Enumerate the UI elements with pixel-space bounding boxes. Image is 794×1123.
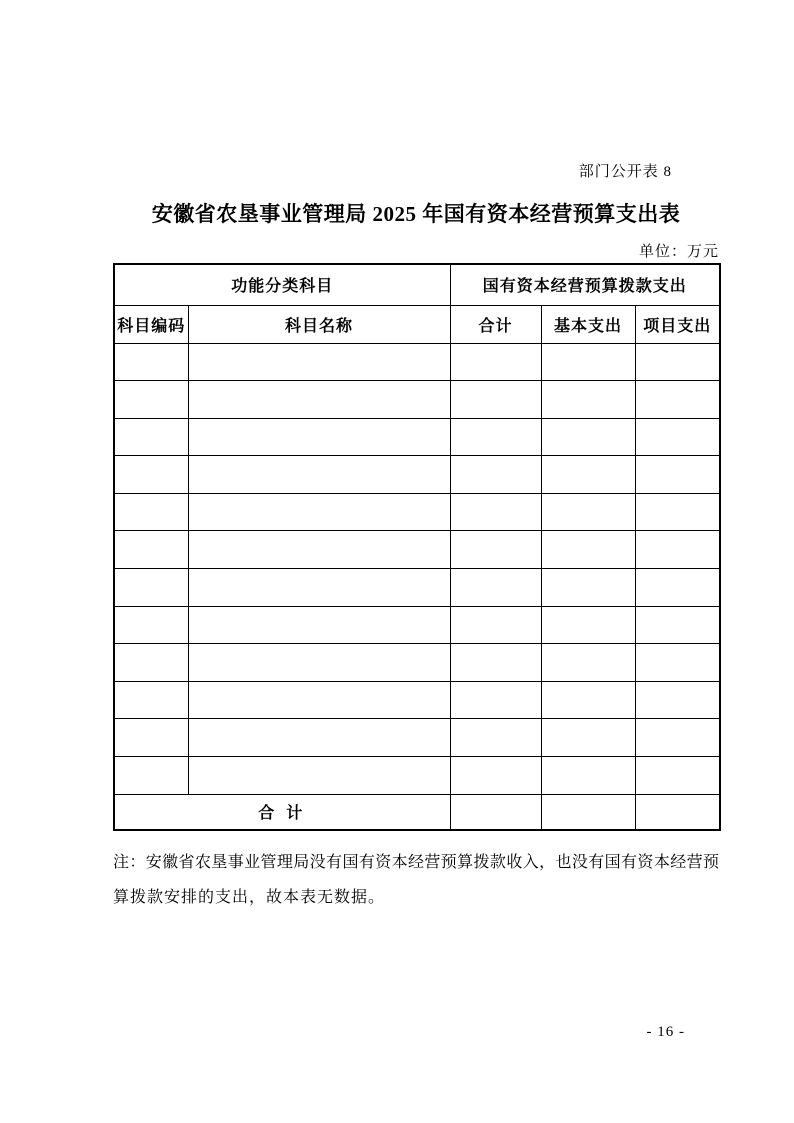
table-cell xyxy=(114,606,188,644)
table-cell xyxy=(450,493,541,531)
table-cell xyxy=(114,456,188,494)
table-cell xyxy=(114,569,188,607)
table-empty-rows xyxy=(114,343,720,794)
table-cell xyxy=(450,343,541,381)
table-row xyxy=(114,569,720,607)
table-cell xyxy=(635,606,720,644)
header-function-group: 功能分类科目 xyxy=(114,264,450,305)
table-cell xyxy=(188,569,450,607)
table-row xyxy=(114,456,720,494)
page-title: 安徽省农垦事业管理局 2025 年国有资本经营预算支出表 xyxy=(151,202,681,226)
table-header-row-columns xyxy=(114,305,720,343)
total-row-label: 合 计 xyxy=(114,794,450,830)
table-cell xyxy=(541,493,635,531)
table-cell xyxy=(114,719,188,757)
table-cell xyxy=(541,343,635,381)
table-cell xyxy=(114,493,188,531)
table-cell xyxy=(635,569,720,607)
table-cell xyxy=(450,381,541,419)
footnote-line-1: 注：安徽省农垦事业管理局没有国有资本经营预算拨款收入，也没有国有资本经营预 xyxy=(113,854,719,871)
table-cell xyxy=(635,493,720,531)
table-cell xyxy=(541,681,635,719)
table-cell xyxy=(541,381,635,419)
table-header-row-groups xyxy=(114,264,720,305)
table-cell xyxy=(541,569,635,607)
table-cell xyxy=(188,456,450,494)
table-cell xyxy=(188,681,450,719)
table-cell xyxy=(450,681,541,719)
table-cell xyxy=(188,381,450,419)
table-cell xyxy=(541,531,635,569)
table-cell xyxy=(114,381,188,419)
doc-label: 部门公开表 8 xyxy=(578,164,672,180)
table-cell xyxy=(450,531,541,569)
table-row xyxy=(114,681,720,719)
table-cell xyxy=(541,757,635,795)
table-row xyxy=(114,343,720,381)
table-cell xyxy=(114,757,188,795)
table-row xyxy=(114,493,720,531)
table-cell xyxy=(114,531,188,569)
header-subject-name: 科目名称 xyxy=(188,305,450,343)
table-cell xyxy=(635,343,720,381)
table-cell xyxy=(450,456,541,494)
table-cell xyxy=(188,343,450,381)
table-cell xyxy=(188,644,450,682)
table-cell xyxy=(541,644,635,682)
budget-expenditure-table xyxy=(113,263,721,831)
table-cell xyxy=(188,606,450,644)
table-cell xyxy=(114,418,188,456)
header-project-expenditure: 项目支出 xyxy=(635,305,720,343)
table-cell xyxy=(450,606,541,644)
table-cell xyxy=(541,606,635,644)
total-row-total-cell xyxy=(450,794,541,830)
table-cell xyxy=(635,757,720,795)
table-cell xyxy=(114,644,188,682)
table-total-section xyxy=(114,794,720,830)
table-cell xyxy=(635,681,720,719)
table-cell xyxy=(635,456,720,494)
table-cell xyxy=(541,719,635,757)
total-row-basic-cell xyxy=(541,794,635,830)
table-cell xyxy=(450,569,541,607)
table-cell xyxy=(635,418,720,456)
total-row-project-cell xyxy=(635,794,720,830)
table-cell xyxy=(541,418,635,456)
header-total: 合计 xyxy=(450,305,541,343)
table-cell xyxy=(188,493,450,531)
table-cell xyxy=(188,719,450,757)
table-cell xyxy=(450,644,541,682)
table-cell xyxy=(450,757,541,795)
total-row xyxy=(114,794,720,830)
table-row xyxy=(114,719,720,757)
table-cell xyxy=(541,456,635,494)
table-cell xyxy=(188,757,450,795)
table-cell xyxy=(635,644,720,682)
header-budget-group: 国有资本经营预算拨款支出 xyxy=(450,264,720,305)
table-row xyxy=(114,531,720,569)
table-cell xyxy=(635,531,720,569)
table-cell xyxy=(188,418,450,456)
table-cell xyxy=(635,719,720,757)
footnote xyxy=(113,845,719,915)
table-row xyxy=(114,381,720,419)
table-row xyxy=(114,606,720,644)
table-cell xyxy=(114,343,188,381)
table-row xyxy=(114,418,720,456)
table-cell xyxy=(450,719,541,757)
table-cell xyxy=(450,418,541,456)
page-number: - 16 - xyxy=(646,1024,685,1040)
table-header xyxy=(114,264,720,343)
table-row xyxy=(114,644,720,682)
table-row xyxy=(114,757,720,795)
table-cell xyxy=(114,681,188,719)
header-subject-code: 科目编码 xyxy=(114,305,188,343)
header-basic-expenditure: 基本支出 xyxy=(541,305,635,343)
table-cell xyxy=(188,531,450,569)
table-cell xyxy=(635,381,720,419)
footnote-line-2: 算拨款安排的支出，故本表无数据。 xyxy=(113,889,386,906)
unit-label: 单位：万元 xyxy=(638,244,719,260)
